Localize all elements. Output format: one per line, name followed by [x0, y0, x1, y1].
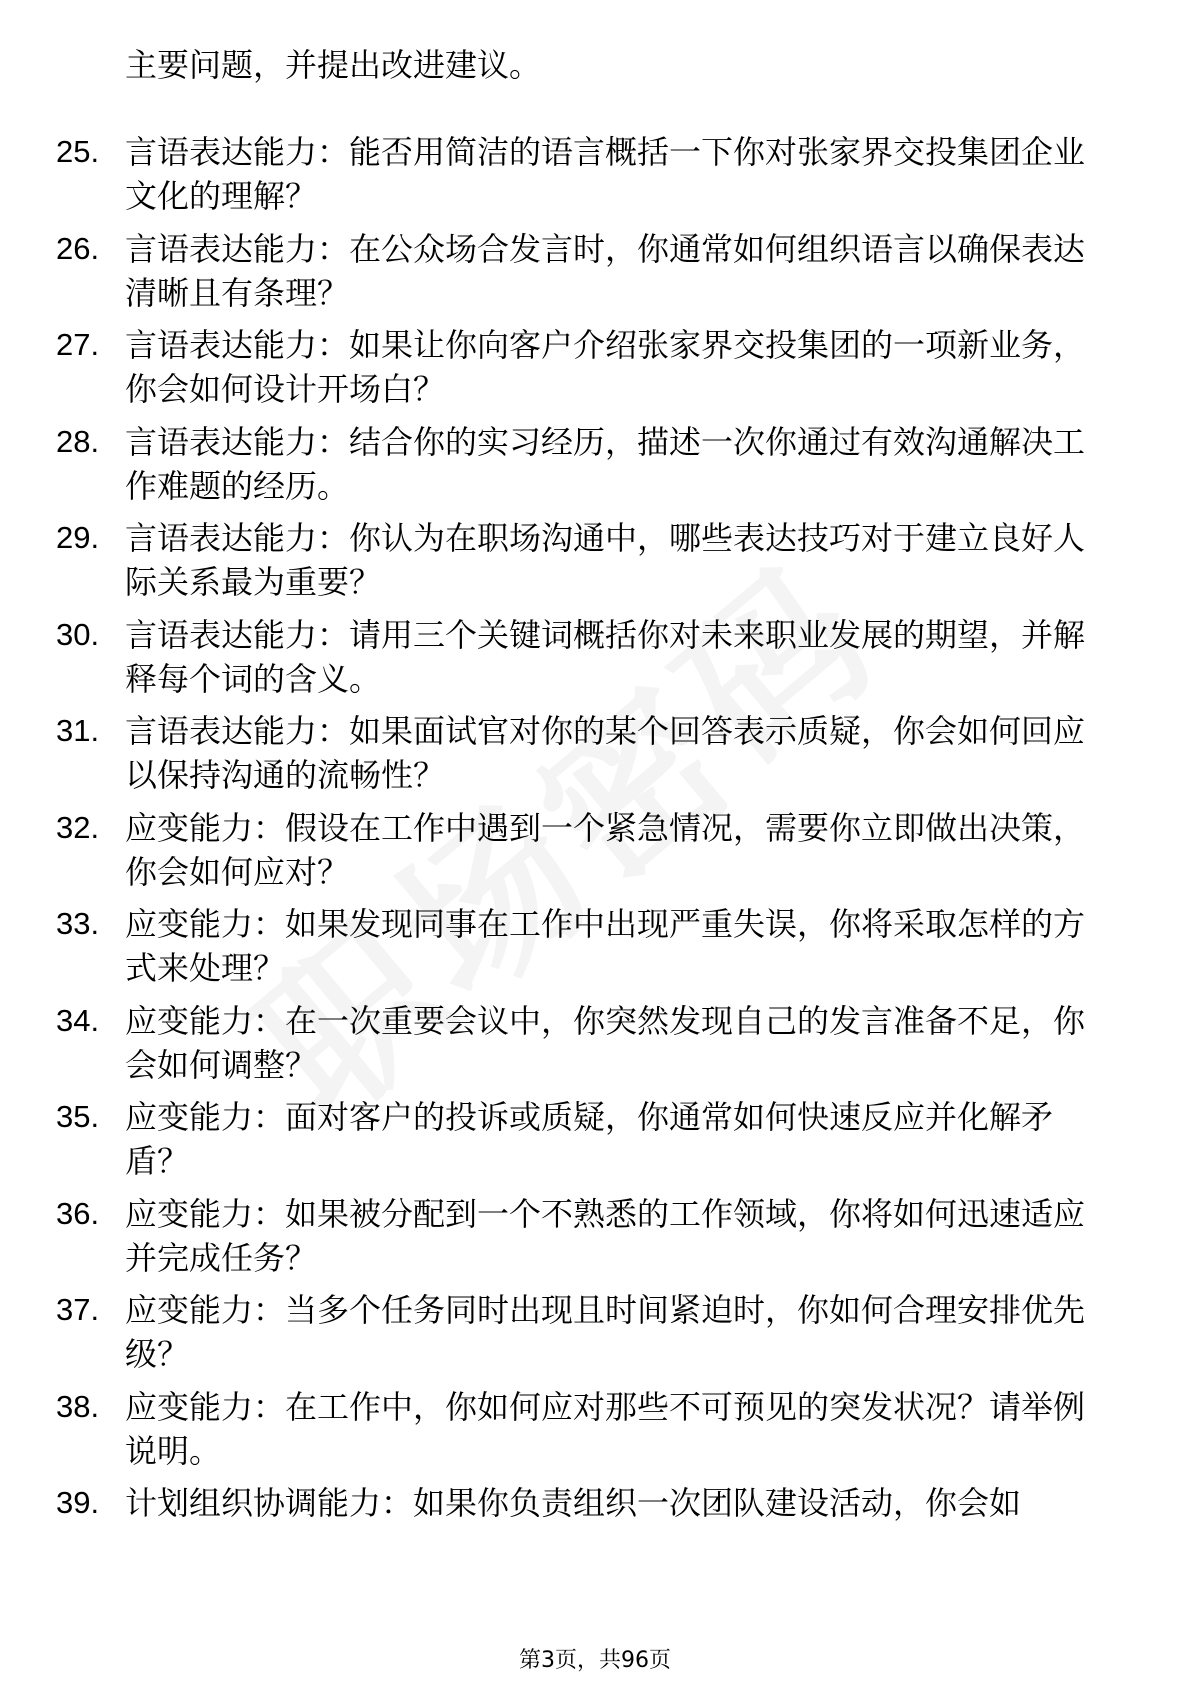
question-number: 28.	[56, 423, 100, 459]
question-item	[56, 1192, 1116, 1289]
question-text: 应变能力：在一次重要会议中，你突然发现自己的发言准备不足，你会如何调整？	[125, 1001, 1086, 1084]
question-number: 33.	[56, 906, 100, 941]
question-number: 25.	[56, 134, 100, 169]
question-list	[56, 130, 1116, 1578]
question-item	[56, 1095, 1116, 1192]
question-text: 言语表达能力：能否用简洁的语言概括一下你对张家界交投集团企业文化的理解？	[125, 133, 1086, 215]
question-item	[56, 999, 1116, 1096]
question-number: 30.	[56, 616, 100, 652]
question-text: 言语表达能力：结合你的实习经历，描述一次你通过有效沟通解决工作难题的经历。	[125, 422, 1086, 505]
question-number: 26.	[56, 230, 100, 266]
question-text: 应变能力：面对客户的投诉或质疑，你通常如何快速反应并化解矛盾？	[125, 1098, 1054, 1180]
question-number: 27.	[56, 327, 100, 362]
question-content	[56, 42, 1116, 1578]
question-item	[56, 709, 1116, 806]
question-number: 37.	[56, 1292, 100, 1327]
question-item	[56, 613, 1116, 710]
question-item	[56, 516, 1116, 613]
question-text: 应变能力：如果被分配到一个不熟悉的工作领域，你将如何迅速适应并完成任务？	[125, 1194, 1086, 1277]
question-number: 34.	[56, 1002, 100, 1038]
previous-question-continuation: 主要问题，并提出改进建议。	[125, 46, 542, 84]
question-text: 言语表达能力：如果面试官对你的某个回答表示质疑，你会如何回应以保持沟通的流畅性？	[125, 712, 1086, 794]
question-text: 应变能力：当多个任务同时出现且时间紧迫时，你如何合理安排优先级？	[125, 1291, 1086, 1373]
question-text: 应变能力：在工作中，你如何应对那些不可预见的突发状况？请举例说明。	[125, 1387, 1086, 1470]
question-text: 言语表达能力：你认为在职场沟通中，哪些表达技巧对于建立良好人际关系最为重要？	[125, 519, 1086, 601]
question-text: 应变能力：如果发现同事在工作中出现严重失误，你将采取怎样的方式来处理？	[125, 905, 1086, 987]
question-text: 言语表达能力：请用三个关键词概括你对未来职业发展的期望，并解释每个词的含义。	[125, 615, 1086, 698]
question-number: 39.	[56, 1485, 100, 1520]
question-item	[56, 130, 1116, 227]
question-item	[56, 227, 1116, 324]
question-text: 计划组织协调能力：如果你负责组织一次团队建设活动，你会如	[125, 1484, 1022, 1522]
question-number: 31.	[56, 713, 100, 748]
question-number: 36.	[56, 1195, 100, 1231]
page-number-footer: 第3页，共96页	[519, 1648, 671, 1673]
question-number: 29.	[56, 520, 100, 555]
question-text: 应变能力：假设在工作中遇到一个紧急情况，需要你立即做出决策，你会如何应对？	[125, 808, 1086, 891]
question-item	[56, 1481, 1116, 1578]
question-number: 32.	[56, 809, 100, 845]
question-number: 35.	[56, 1099, 100, 1134]
question-text: 言语表达能力：如果让你向客户介绍张家界交投集团的一项新业务，你会如何设计开场白？	[125, 326, 1086, 408]
question-item	[56, 420, 1116, 517]
question-item	[56, 1385, 1116, 1482]
question-item	[56, 1288, 1116, 1385]
question-item	[56, 902, 1116, 999]
question-text: 言语表达能力：在公众场合发言时，你通常如何组织语言以确保表达清晰且有条理？	[125, 229, 1086, 312]
question-number: 38.	[56, 1388, 100, 1424]
question-item	[56, 806, 1116, 903]
question-item	[56, 323, 1116, 420]
